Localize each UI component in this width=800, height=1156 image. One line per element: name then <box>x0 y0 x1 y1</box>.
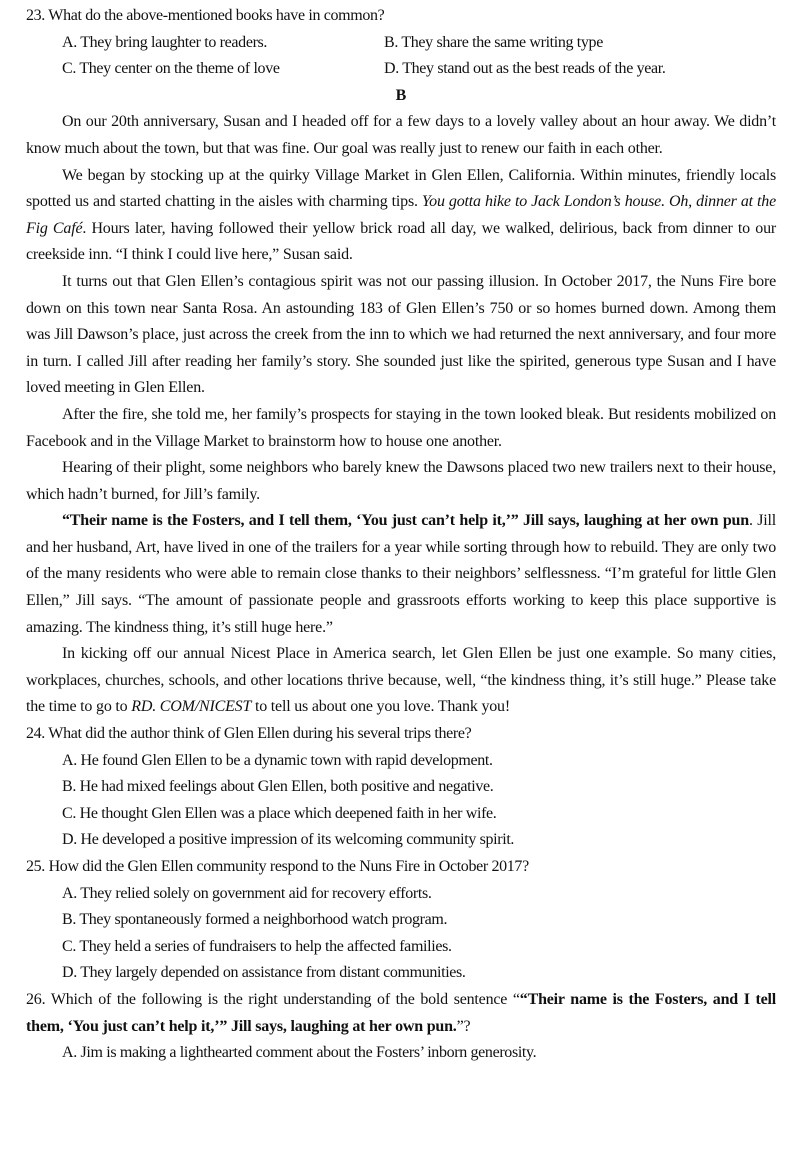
passage-paragraph-7-start: In kicking off our annual Nicest Place in America search, let Glen Ellen be just one example. So many cities, workplaces, churches, schools, and other locations thrive because, well, “the kindness thing, it’s still huge.” Please take the time to go to <box>26 645 776 716</box>
question-26-stem <box>26 987 776 1040</box>
question-25-option-c[interactable]: C. They held a series of fundraisers to help the affected families. <box>62 937 452 955</box>
passage-paragraph-2-italic: You gotta hike to Jack London’s house. Oh, dinner at the Fig Café <box>26 193 776 237</box>
website-link: RD. COM/NICEST <box>131 698 252 716</box>
question-23-options-row-1 <box>26 30 776 57</box>
question-25 <box>26 854 776 987</box>
passage-paragraph-5: Hearing of their plight, some neighbors who barely knew the Dawsons placed two new trailers next to their house, which hadn’t burned, for Jill’s family. <box>26 459 776 503</box>
question-25-stem: 25. How did the Glen Ellen community respond to the Nuns Fire in October 2017? <box>26 858 529 875</box>
question-24 <box>26 721 776 854</box>
question-26-option-a[interactable]: A. Jim is making a lighthearted comment about the Fosters’ inborn generosity. <box>62 1044 537 1062</box>
question-26-stem-bold: “Their name is the Fosters, and I tell them, ‘You just can’t help it,’” Jill says, laughing at her own pun. <box>26 990 776 1035</box>
question-23-stem: 23. What do the above-mentioned books have in common? <box>26 7 385 24</box>
question-26-stem-start: 26. Which of the following is the right understanding of the bold sentence “ <box>26 990 520 1008</box>
question-23 <box>26 0 776 83</box>
reading-passage <box>26 109 776 721</box>
passage-paragraph-7-end: to tell us about one you love. Thank you! <box>251 698 510 716</box>
exam-page <box>26 0 776 1067</box>
question-25-option-a[interactable]: A. They relied solely on government aid for recovery efforts. <box>62 884 432 902</box>
question-23-option-a[interactable]: A. They bring laughter to readers. <box>62 33 268 51</box>
passage-paragraph-7 <box>26 641 776 721</box>
question-24-option-b[interactable]: B. He had mixed feelings about Glen Ellen, both positive and negative. <box>62 778 494 796</box>
bold-sentence: “Their name is the Fosters, and I tell them, ‘You just can’t help it,’” Jill says, laughing at her own pun <box>62 512 749 530</box>
question-24-option-d[interactable]: D. He developed a positive impression of its welcoming community spirit. <box>62 831 515 849</box>
passage-paragraph-1: On our 20th anniversary, Susan and I headed off for a few days to a lovely valley about an hour away. We didn’t know much about the town, but that was fine. Our goal was really just to renew our faith in each other. <box>26 113 776 157</box>
question-25-option-d[interactable]: D. They largely depended on assistance from distant communities. <box>62 964 466 982</box>
question-25-option-b[interactable]: B. They spontaneously formed a neighborhood watch program. <box>62 911 448 929</box>
question-26 <box>26 987 776 1067</box>
passage-paragraph-4: After the fire, she told me, her family’s prospects for staying in the town looked bleak. But residents mobilized on Facebook and in the Village Market to brainstorm how to house one another. <box>26 405 776 450</box>
question-23-option-b[interactable]: B. They share the same writing type <box>384 33 603 51</box>
section-title: B <box>395 86 407 104</box>
question-24-option-c[interactable]: C. He thought Glen Ellen was a place which deepened faith in her wife. <box>62 804 497 822</box>
passage-paragraph-3: It turns out that Glen Ellen’s contagious spirit was not our passing illusion. In October 2017, the Nuns Fire bore down on this town near Santa Rosa. An astounding 183 of Glen Ellen’s 750 or so homes burned down. Among them was Jill Dawson’s place, just across the creek from the inn to which we had returned the next anniversary, and four more in turn. I called Jill after reading her family’s story. She sounded just like the spirited, generous type Susan and I have loved meeting in Glen Ellen. <box>26 272 776 397</box>
passage-paragraph-2-end: . Hours later, having followed their yellow brick road all day, we walked, delirious, back from dinner to our creekside inn. “I think I could live here,” Susan said. <box>26 219 776 264</box>
question-24-stem: 24. What did the author think of Glen Ellen during his several trips there? <box>26 725 472 743</box>
passage-paragraph-6-rest: . Jill and her husband, Art, have lived in one of the trailers for a year while sorting through how to rebuild. They are only two of the many residents who were able to remain close thanks to their neighbors’ selflessness. “I’m grateful for little Glen Ellen,” Jill says. “The amount of passionate people and grassroots efforts working to keep this place supportive is amazing. The kindness thing, it’s still huge here.” <box>26 512 776 636</box>
question-24-option-a[interactable]: A. He found Glen Ellen to be a dynamic town with rapid development. <box>62 751 493 769</box>
question-26-stem-end: ”? <box>456 1017 471 1035</box>
passage-paragraph-2 <box>26 163 776 269</box>
passage-paragraph-2-start: We began by stocking up at the quirky Village Market in Glen Ellen, California. Within minutes, friendly locals spotted us and started chatting in the aisles with charming tips. <box>26 166 776 211</box>
question-23-option-d[interactable]: D. They stand out as the best reads of the year. <box>384 60 666 78</box>
passage-paragraph-6 <box>26 508 776 641</box>
question-23-options-row-2 <box>26 56 776 83</box>
question-23-option-c[interactable]: C. They center on the theme of love <box>62 60 280 78</box>
